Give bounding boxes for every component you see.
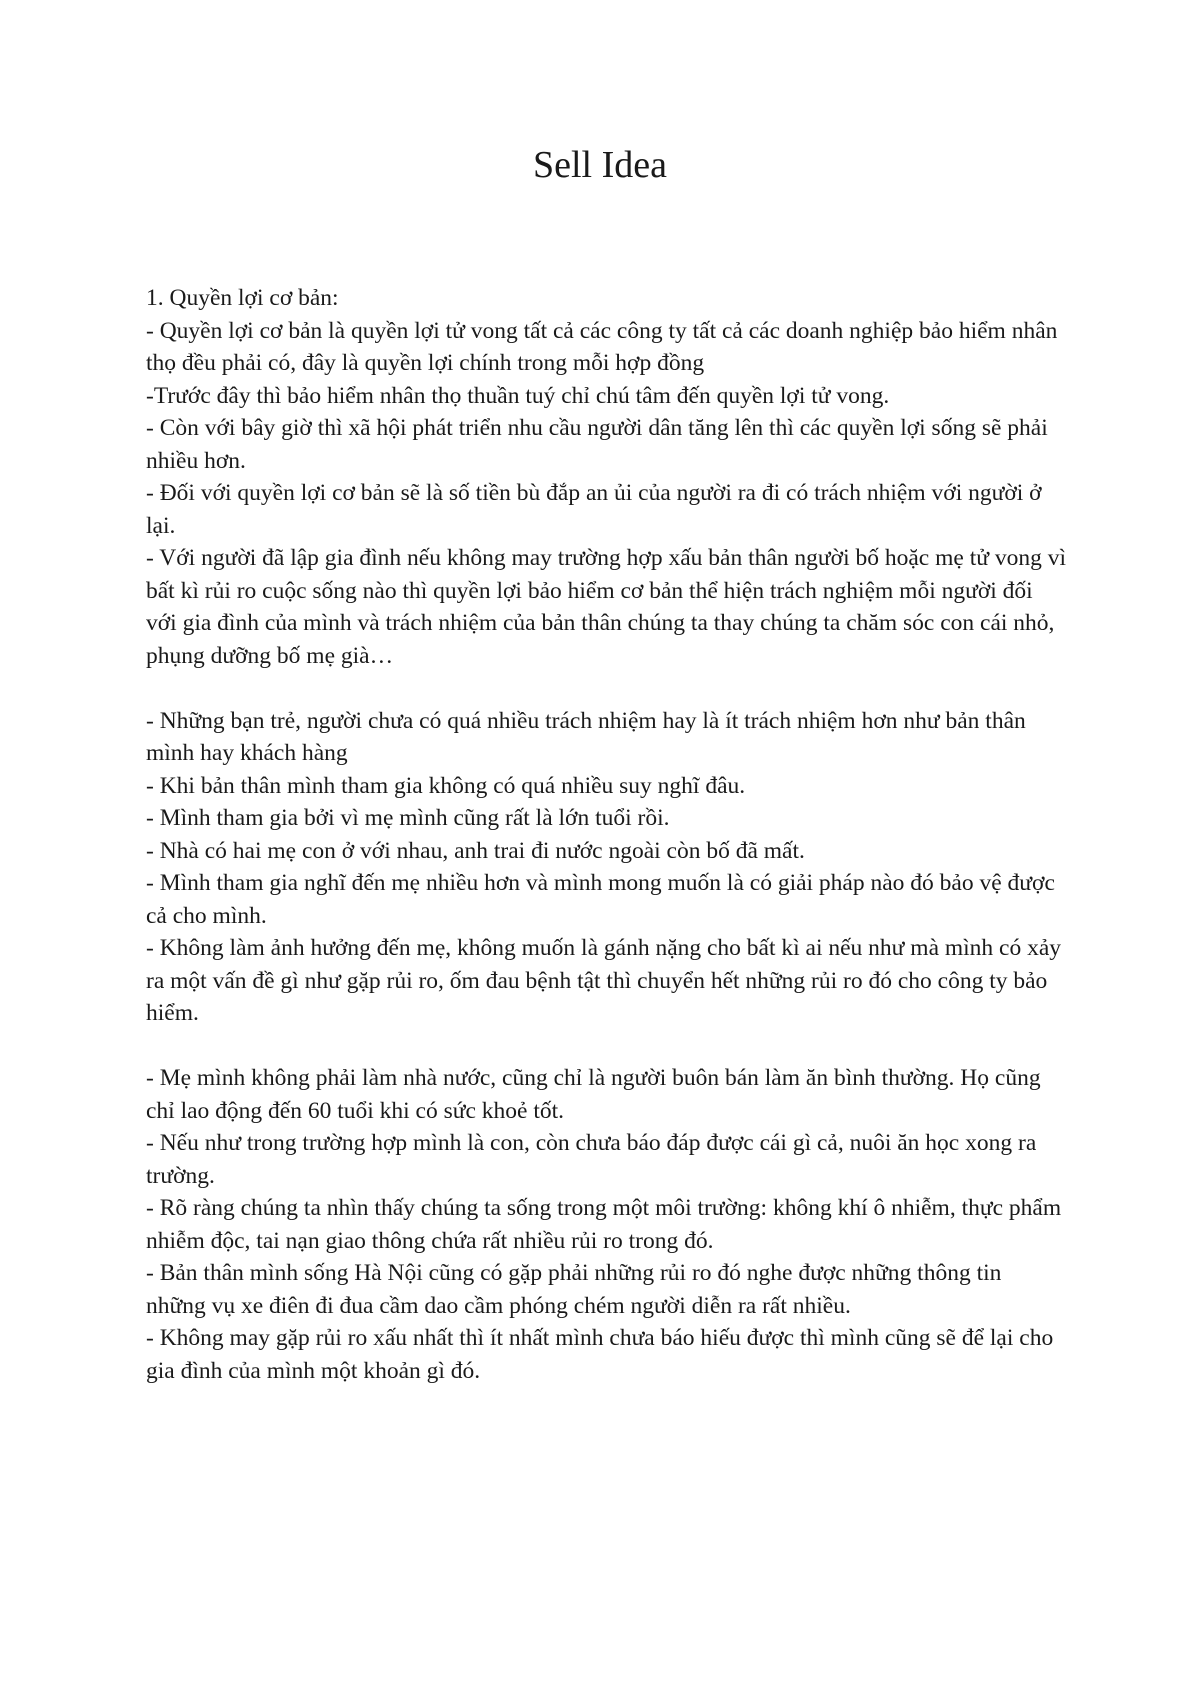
paragraph: - Mình tham gia nghĩ đến mẹ nhiều hơn và mình mong muốn là có giải pháp nào đó bảo vệ được cả cho mình. [146, 870, 1061, 929]
paragraph-spacer [146, 672, 1066, 705]
paragraph: - Với người đã lập gia đình nếu không may trường hợp xấu bản thân người bố hoặc mẹ tử vong vì bất kì rủi ro cuộc sống nào thì quyền lợi bảo hiểm cơ bản thể hiện trách nghiệm mỗi người đối với gia đình của mình và trách nhiệm của bản thân chúng ta thay chúng ta chăm sóc con cái nhỏ, phụng dưỡng bố mẹ già… [146, 545, 1072, 669]
paragraph: - Rõ ràng chúng ta nhìn thấy chúng ta sống trong một môi trường: không khí ô nhiễm, thực phẩm nhiễm độc, tai nạn giao thông chứa rất nhiều rủi ro trong đó. [146, 1195, 1067, 1254]
document-title: Sell Idea [532, 144, 667, 186]
paragraph: -Trước đây thì bảo hiểm nhân thọ thuần tuý chỉ chú tâm đến quyền lợi tử vong. [146, 382, 890, 409]
document-body [146, 282, 1072, 1387]
paragraph: - Không làm ảnh hưởng đến mẹ, không muốn là gánh nặng cho bất kì ai nếu như mà mình có xảy ra một vấn đề gì như gặp rủi ro, ốm đau bệnh tật thì chuyển hết những rủi ro đó cho công ty bảo hiểm. [146, 935, 1067, 1026]
paragraph: - Khi bản thân mình tham gia không có quá nhiều suy nghĩ đâu. [146, 772, 746, 799]
paragraph: - Mình tham gia bởi vì mẹ mình cũng rất là lớn tuổi rồi. [146, 805, 670, 831]
paragraph: - Còn với bây giờ thì xã hội phát triển nhu cầu người dân tăng lên thì các quyền lợi sống sẽ phải nhiều hơn. [146, 415, 1054, 474]
paragraph: - Đối với quyền lợi cơ bản sẽ là số tiền bù đắp an ủi của người ra đi có trách nhiệm với người ở lại. [146, 480, 1048, 539]
paragraph: - Nếu như trong trường hợp mình là con, còn chưa báo đáp được cái gì cả, nuôi ăn học xong ra trường. [146, 1130, 1043, 1189]
paragraph: - Không may gặp rủi ro xấu nhất thì ít nhất mình chưa báo hiếu được thì mình cũng sẽ để lại cho gia đình của mình một khoản gì đó. [146, 1325, 1060, 1384]
paragraph: - Quyền lợi cơ bản là quyền lợi tử vong tất cả các công ty tất cả các doanh nghiệp bảo hiểm nhân thọ đều phải có, đây là quyền lợi chính trong mỗi hợp đồng [146, 317, 1064, 376]
paragraph: - Nhà có hai mẹ con ở với nhau, anh trai đi nước ngoài còn bố đã mất. [146, 837, 805, 864]
paragraph-spacer [146, 1030, 1066, 1063]
paragraph: - Mẹ mình không phải làm nhà nước, cũng chỉ là người buôn bán làm ăn bình thường. Họ cũng chỉ lao động đến 60 tuổi khi có sức khoẻ tốt. [146, 1065, 1047, 1124]
paragraph: - Bản thân mình sống Hà Nội cũng có gặp phải những rủi ro đó nghe được những thông tin những vụ xe điên đi đua cầm dao cầm phóng chém người diễn ra rất nhiều. [146, 1260, 1008, 1319]
section-heading: 1. Quyền lợi cơ bản: [146, 285, 339, 311]
paragraph: - Những bạn trẻ, người chưa có quá nhiều trách nhiệm hay là ít trách nhiệm hơn như bản thân mình hay khách hàng [146, 707, 1032, 766]
